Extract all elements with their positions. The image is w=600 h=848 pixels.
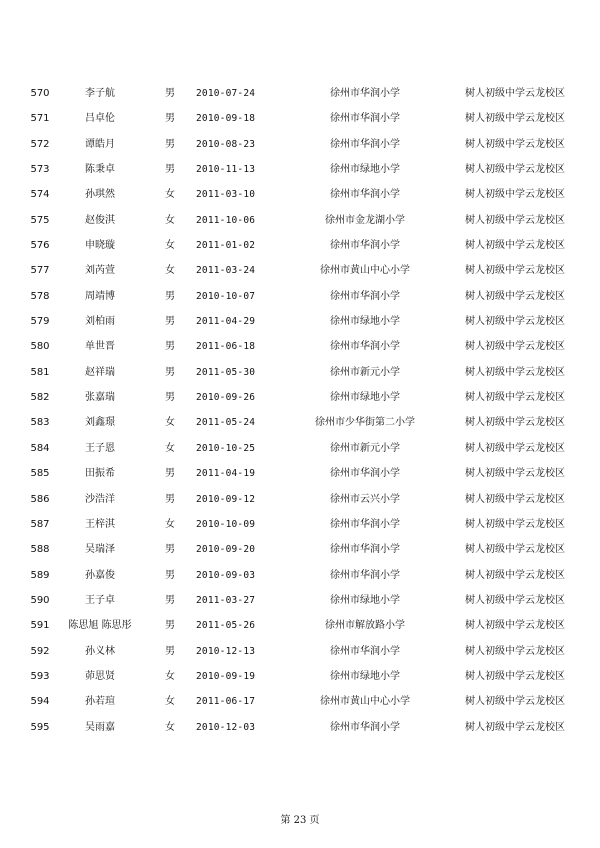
middle-school: 树人初级中学云龙校区 bbox=[465, 620, 565, 632]
row-number: 582 bbox=[30, 392, 50, 404]
birth-date: 2010-10-07 bbox=[196, 290, 256, 302]
student-gender: 男 bbox=[165, 569, 175, 581]
student-gender: 女 bbox=[165, 442, 175, 454]
student-name: 陈思旭 陈思彤 bbox=[68, 620, 132, 632]
row-number: 590 bbox=[30, 594, 50, 606]
table-row bbox=[0, 436, 600, 461]
middle-school: 树人初级中学云龙校区 bbox=[465, 721, 565, 733]
middle-school: 树人初级中学云龙校区 bbox=[465, 240, 565, 252]
row-number: 577 bbox=[30, 265, 50, 277]
birth-date: 2010-09-26 bbox=[196, 392, 256, 404]
student-gender: 女 bbox=[165, 518, 175, 530]
birth-date: 2011-05-30 bbox=[196, 366, 256, 378]
row-number: 584 bbox=[30, 442, 50, 454]
table-row bbox=[0, 715, 600, 740]
student-name: 申晓璇 bbox=[85, 240, 115, 252]
student-gender: 女 bbox=[165, 670, 175, 682]
middle-school: 树人初级中学云龙校区 bbox=[465, 265, 565, 277]
student-name: 周靖博 bbox=[85, 290, 115, 302]
table-row bbox=[0, 588, 600, 613]
middle-school: 树人初级中学云龙校区 bbox=[465, 214, 565, 226]
student-gender: 男 bbox=[165, 493, 175, 505]
row-number: 576 bbox=[30, 240, 50, 252]
table-row bbox=[0, 639, 600, 664]
row-number: 592 bbox=[30, 645, 50, 657]
row-number: 575 bbox=[30, 214, 50, 226]
student-gender: 男 bbox=[165, 392, 175, 404]
row-number: 594 bbox=[30, 696, 50, 708]
middle-school: 树人初级中学云龙校区 bbox=[465, 341, 565, 353]
table-row bbox=[0, 233, 600, 258]
middle-school: 树人初级中学云龙校区 bbox=[465, 493, 565, 505]
student-gender: 男 bbox=[165, 164, 175, 176]
student-gender: 女 bbox=[165, 721, 175, 733]
table-row bbox=[0, 410, 600, 435]
student-name: 刘柏雨 bbox=[85, 316, 115, 328]
primary-school: 徐州市云兴小学 bbox=[330, 493, 400, 505]
student-gender: 男 bbox=[165, 544, 175, 556]
table-row bbox=[0, 613, 600, 638]
table-row bbox=[0, 360, 600, 385]
middle-school: 树人初级中学云龙校区 bbox=[465, 164, 565, 176]
student-name: 王子卓 bbox=[85, 594, 115, 606]
row-number: 574 bbox=[30, 189, 50, 201]
student-gender: 男 bbox=[165, 113, 175, 125]
birth-date: 2011-03-27 bbox=[196, 594, 256, 606]
table-row bbox=[0, 664, 600, 689]
student-gender: 男 bbox=[165, 645, 175, 657]
middle-school: 树人初级中学云龙校区 bbox=[465, 468, 565, 480]
student-gender: 女 bbox=[165, 214, 175, 226]
primary-school: 徐州市黄山中心小学 bbox=[320, 265, 410, 277]
row-number: 579 bbox=[30, 316, 50, 328]
student-name: 刘芮萱 bbox=[85, 265, 115, 277]
birth-date: 2011-05-24 bbox=[196, 417, 256, 429]
birth-date: 2011-04-29 bbox=[196, 316, 256, 328]
student-gender: 男 bbox=[165, 316, 175, 328]
primary-school: 徐州市华润小学 bbox=[330, 290, 400, 302]
student-name: 孙义林 bbox=[85, 645, 115, 657]
primary-school: 徐州市华润小学 bbox=[330, 240, 400, 252]
student-name: 吴雨嘉 bbox=[85, 721, 115, 733]
row-number: 580 bbox=[30, 341, 50, 353]
table-row bbox=[0, 258, 600, 283]
birth-date: 2010-09-12 bbox=[196, 493, 256, 505]
primary-school: 徐州市少华街第二小学 bbox=[315, 417, 415, 429]
birth-date: 2011-04-19 bbox=[196, 468, 256, 480]
student-gender: 男 bbox=[165, 341, 175, 353]
student-gender: 男 bbox=[165, 594, 175, 606]
student-gender: 女 bbox=[165, 240, 175, 252]
student-name: 沙浩洋 bbox=[85, 493, 115, 505]
birth-date: 2010-12-13 bbox=[196, 645, 256, 657]
student-name: 田振希 bbox=[85, 468, 115, 480]
table-row bbox=[0, 81, 600, 106]
birth-date: 2010-09-19 bbox=[196, 670, 256, 682]
primary-school: 徐州市华润小学 bbox=[330, 468, 400, 480]
middle-school: 树人初级中学云龙校区 bbox=[465, 138, 565, 150]
row-number: 571 bbox=[30, 113, 50, 125]
student-name: 茆思贤 bbox=[85, 670, 115, 682]
primary-school: 徐州市绿地小学 bbox=[330, 164, 400, 176]
student-gender: 男 bbox=[165, 366, 175, 378]
student-gender: 男 bbox=[165, 138, 175, 150]
row-number: 570 bbox=[30, 88, 50, 99]
table-row bbox=[0, 132, 600, 157]
middle-school: 树人初级中学云龙校区 bbox=[465, 366, 565, 378]
student-gender: 男 bbox=[165, 468, 175, 480]
birth-date: 2010-07-24 bbox=[196, 88, 256, 99]
student-gender: 女 bbox=[165, 417, 175, 429]
student-gender: 女 bbox=[165, 189, 175, 201]
middle-school: 树人初级中学云龙校区 bbox=[465, 290, 565, 302]
student-name: 孙嘉俊 bbox=[85, 569, 115, 581]
student-name: 单世晋 bbox=[85, 341, 115, 353]
student-name: 陈秉卓 bbox=[85, 164, 115, 176]
middle-school: 树人初级中学云龙校区 bbox=[465, 88, 565, 99]
row-number: 583 bbox=[30, 417, 50, 429]
birth-date: 2011-06-17 bbox=[196, 696, 256, 708]
birth-date: 2010-10-25 bbox=[196, 442, 256, 454]
row-number: 595 bbox=[30, 721, 50, 733]
primary-school: 徐州市华润小学 bbox=[330, 721, 400, 733]
student-name: 王梓淇 bbox=[85, 518, 115, 530]
student-name: 赵祥瑞 bbox=[85, 366, 115, 378]
birth-date: 2010-09-20 bbox=[196, 544, 256, 556]
page-number: 第 23 页 bbox=[280, 815, 320, 826]
birth-date: 2010-09-18 bbox=[196, 113, 256, 125]
row-number: 587 bbox=[30, 518, 50, 530]
table-row bbox=[0, 284, 600, 309]
middle-school: 树人初级中学云龙校区 bbox=[465, 544, 565, 556]
student-gender: 女 bbox=[165, 265, 175, 277]
primary-school: 徐州市华润小学 bbox=[330, 569, 400, 581]
primary-school: 徐州市华润小学 bbox=[330, 189, 400, 201]
primary-school: 徐州市新元小学 bbox=[330, 442, 400, 454]
row-number: 573 bbox=[30, 164, 50, 176]
birth-date: 2010-08-23 bbox=[196, 138, 256, 150]
student-name: 吕卓伦 bbox=[85, 113, 115, 125]
student-gender: 男 bbox=[165, 88, 175, 99]
primary-school: 徐州市华润小学 bbox=[330, 138, 400, 150]
student-gender: 女 bbox=[165, 696, 175, 708]
row-number: 578 bbox=[30, 290, 50, 302]
primary-school: 徐州市黄山中心小学 bbox=[320, 696, 410, 708]
table-row bbox=[0, 157, 600, 182]
student-list bbox=[0, 81, 600, 740]
birth-date: 2010-11-13 bbox=[196, 164, 256, 176]
middle-school: 树人初级中学云龙校区 bbox=[465, 189, 565, 201]
middle-school: 树人初级中学云龙校区 bbox=[465, 113, 565, 125]
birth-date: 2011-06-18 bbox=[196, 341, 256, 353]
middle-school: 树人初级中学云龙校区 bbox=[465, 594, 565, 606]
middle-school: 树人初级中学云龙校区 bbox=[465, 569, 565, 581]
birth-date: 2010-12-03 bbox=[196, 721, 256, 733]
birth-date: 2011-01-02 bbox=[196, 240, 256, 252]
birth-date: 2011-03-24 bbox=[196, 265, 256, 277]
table-row bbox=[0, 106, 600, 131]
table-row bbox=[0, 512, 600, 537]
primary-school: 徐州市华润小学 bbox=[330, 645, 400, 657]
row-number: 572 bbox=[30, 138, 50, 150]
table-row bbox=[0, 487, 600, 512]
student-name: 李子航 bbox=[85, 88, 115, 99]
primary-school: 徐州市华润小学 bbox=[330, 88, 400, 99]
row-number: 591 bbox=[30, 620, 50, 632]
birth-date: 2010-10-09 bbox=[196, 518, 256, 530]
student-name: 谭皓月 bbox=[85, 138, 115, 150]
middle-school: 树人初级中学云龙校区 bbox=[465, 417, 565, 429]
birth-date: 2010-09-03 bbox=[196, 569, 256, 581]
table-row bbox=[0, 461, 600, 486]
middle-school: 树人初级中学云龙校区 bbox=[465, 670, 565, 682]
primary-school: 徐州市绿地小学 bbox=[330, 594, 400, 606]
student-name: 王子恩 bbox=[85, 442, 115, 454]
primary-school: 徐州市华润小学 bbox=[330, 518, 400, 530]
table-row bbox=[0, 182, 600, 207]
primary-school: 徐州市华润小学 bbox=[330, 341, 400, 353]
table-row bbox=[0, 334, 600, 359]
student-gender: 男 bbox=[165, 620, 175, 632]
birth-date: 2011-05-26 bbox=[196, 620, 256, 632]
student-gender: 男 bbox=[165, 290, 175, 302]
primary-school: 徐州市华润小学 bbox=[330, 544, 400, 556]
primary-school: 徐州市解放路小学 bbox=[325, 620, 405, 632]
middle-school: 树人初级中学云龙校区 bbox=[465, 442, 565, 454]
table-row bbox=[0, 385, 600, 410]
student-name: 孙琪然 bbox=[85, 189, 115, 201]
middle-school: 树人初级中学云龙校区 bbox=[465, 518, 565, 530]
middle-school: 树人初级中学云龙校区 bbox=[465, 316, 565, 328]
table-row bbox=[0, 537, 600, 562]
student-name: 刘鑫璟 bbox=[85, 417, 115, 429]
middle-school: 树人初级中学云龙校区 bbox=[465, 696, 565, 708]
primary-school: 徐州市绿地小学 bbox=[330, 316, 400, 328]
row-number: 589 bbox=[30, 569, 50, 581]
table-row bbox=[0, 309, 600, 334]
primary-school: 徐州市新元小学 bbox=[330, 366, 400, 378]
row-number: 585 bbox=[30, 468, 50, 480]
primary-school: 徐州市绿地小学 bbox=[330, 392, 400, 404]
student-name: 孙若瑄 bbox=[85, 696, 115, 708]
row-number: 586 bbox=[30, 493, 50, 505]
student-name: 吴瑞泽 bbox=[85, 544, 115, 556]
birth-date: 2011-03-10 bbox=[196, 189, 256, 201]
student-name: 张嘉瑞 bbox=[85, 392, 115, 404]
middle-school: 树人初级中学云龙校区 bbox=[465, 645, 565, 657]
middle-school: 树人初级中学云龙校区 bbox=[465, 392, 565, 404]
student-name: 赵俊淇 bbox=[85, 214, 115, 226]
row-number: 581 bbox=[30, 366, 50, 378]
row-number: 593 bbox=[30, 670, 50, 682]
birth-date: 2011-10-06 bbox=[196, 214, 256, 226]
table-row bbox=[0, 689, 600, 714]
row-number: 588 bbox=[30, 544, 50, 556]
table-row bbox=[0, 563, 600, 588]
primary-school: 徐州市绿地小学 bbox=[330, 670, 400, 682]
primary-school: 徐州市华润小学 bbox=[330, 113, 400, 125]
table-row bbox=[0, 208, 600, 233]
primary-school: 徐州市金龙湖小学 bbox=[325, 214, 405, 226]
